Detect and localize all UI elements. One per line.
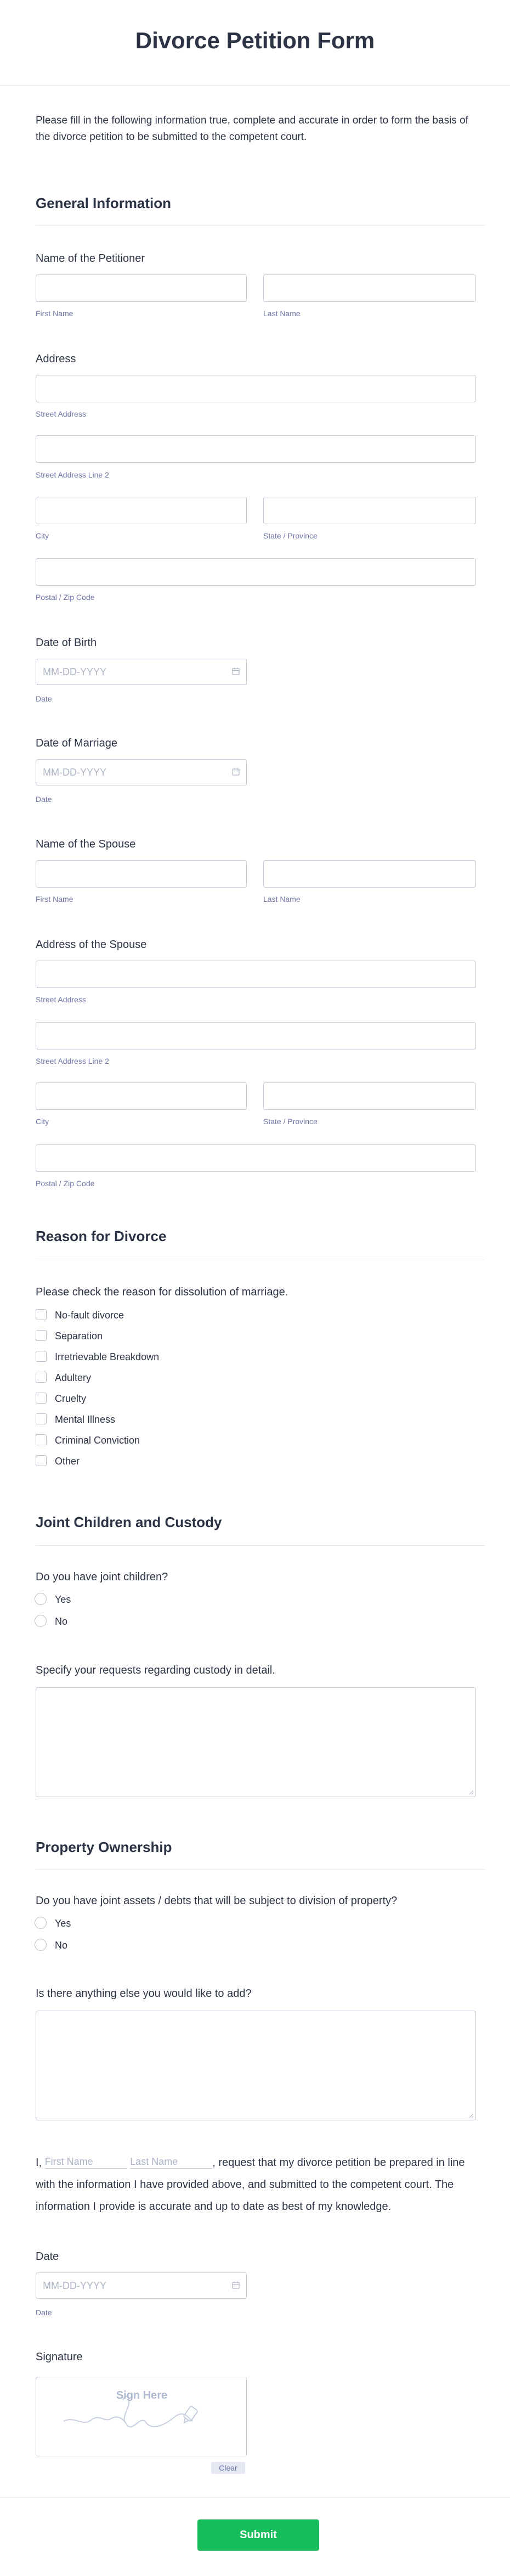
calendar-icon[interactable] (232, 2281, 240, 2289)
spouse-name-label: Name of the Spouse (36, 838, 136, 850)
section-children-heading: Joint Children and Custody (36, 1514, 222, 1530)
radio-property-yes[interactable] (35, 1917, 47, 1929)
final-date-sublabel: Date (36, 2308, 52, 2317)
option-label: Criminal Conviction (55, 1435, 140, 1446)
dob-sublabel: Date (36, 694, 52, 703)
zip-sublabel: Postal / Zip Code (36, 1179, 95, 1188)
street-address-line2-sublabel: Street Address Line 2 (36, 470, 109, 479)
spouse-zip-input[interactable] (36, 1144, 476, 1172)
last-name-sublabel: Last Name (263, 309, 301, 318)
custody-label: Specify your requests regarding custody in detail. (36, 1664, 275, 1676)
option-label: Cruelty (55, 1393, 87, 1404)
radio-label-no: No (55, 1616, 68, 1627)
radio-property-no[interactable] (35, 1939, 47, 1951)
sign-here-text: Sign Here (116, 2389, 168, 2401)
calendar-icon[interactable] (232, 768, 240, 776)
dom-input[interactable] (36, 759, 247, 785)
spouse-street-input[interactable] (36, 961, 476, 988)
street-address-line2-input[interactable] (36, 435, 476, 463)
option-label: No-fault divorce (55, 1310, 124, 1321)
clear-signature-button[interactable]: Clear (211, 2462, 245, 2474)
city-sublabel: City (36, 531, 49, 540)
property-question: Do you have joint assets / debts that will be subject to division of property? (36, 1895, 398, 1907)
dob-placeholder: MM-DD-YYYY (43, 666, 106, 677)
submit-button[interactable]: Submit (197, 2519, 319, 2551)
dom-sublabel: Date (36, 795, 52, 804)
checkbox-adultery[interactable] (36, 1372, 47, 1383)
form-intro: Please fill in the following information true, complete and accurate in order to form the basis of the divorce petition to be submitted to the competent court. (36, 115, 468, 143)
option-label: Irretrievable Breakdown (55, 1351, 160, 1362)
resize-grip-icon[interactable] (468, 2113, 474, 2118)
state-sublabel: State / Province (263, 1117, 318, 1126)
option-label: Adultery (55, 1372, 92, 1383)
street-address-input[interactable] (36, 375, 476, 402)
petitioner-last-name-input[interactable] (263, 274, 476, 302)
calendar-icon[interactable] (232, 667, 240, 675)
first-name-sublabel: First Name (36, 309, 73, 318)
checkbox-irretrievable-breakdown[interactable] (36, 1351, 47, 1362)
agreement-paragraph (36, 2152, 480, 2218)
dob-label: Date of Birth (36, 637, 97, 649)
petitioner-name-label: Name of the Petitioner (36, 252, 145, 265)
checkbox-cruelty[interactable] (36, 1393, 47, 1404)
option-label: Other (55, 1456, 80, 1467)
address-label: Address (36, 353, 76, 365)
signature-pad[interactable] (36, 2377, 247, 2456)
spouse-first-name-input[interactable] (36, 860, 247, 888)
section-reason-heading: Reason for Divorce (36, 1228, 167, 1244)
section-divider (36, 1545, 485, 1546)
checkbox-other[interactable] (36, 1455, 47, 1466)
spouse-state-input[interactable] (263, 1082, 476, 1110)
final-date-input[interactable] (36, 2272, 247, 2299)
section-property-heading: Property Ownership (36, 1839, 172, 1855)
spouse-address-label: Address of the Spouse (36, 939, 147, 951)
agreement-text: , request that my divorce petition be prepared in line with the information I have provided above, and submitted to the competent court. The information I provide is accurate and up to date as best of my knowledge. (36, 2157, 465, 2213)
anything-else-label: Is there anything else you would like to add? (36, 1988, 252, 2000)
spouse-street2-input[interactable] (36, 1022, 476, 1050)
radio-children-no[interactable] (35, 1615, 47, 1627)
agreement-first-name-input[interactable]: First Name (45, 2155, 127, 2169)
checkbox-mental-illness[interactable] (36, 1413, 47, 1424)
dob-input[interactable] (36, 659, 247, 685)
radio-label-yes: Yes (55, 1594, 71, 1605)
signature-label: Signature (36, 2351, 83, 2363)
option-label: Mental Illness (55, 1414, 116, 1425)
option-label: Separation (55, 1331, 103, 1342)
final-date-label: Date (36, 2251, 59, 2263)
section-divider (36, 1869, 485, 1870)
zip-sublabel: Postal / Zip Code (36, 593, 95, 602)
final-date-placeholder: MM-DD-YYYY (43, 2280, 106, 2291)
custody-textarea[interactable] (36, 1687, 476, 1797)
spouse-last-name-input[interactable] (263, 860, 476, 888)
resize-grip-icon[interactable] (468, 1789, 474, 1795)
agreement-prefix: I, (36, 2157, 42, 2169)
radio-children-yes[interactable] (35, 1593, 47, 1605)
first-name-sublabel: First Name (36, 895, 73, 903)
state-input[interactable] (263, 497, 476, 524)
form-title: Divorce Petition Form (135, 27, 375, 53)
street-address-line2-sublabel: Street Address Line 2 (36, 1057, 109, 1065)
street-address-sublabel: Street Address (36, 409, 86, 418)
last-name-sublabel: Last Name (263, 895, 301, 903)
street-address-sublabel: Street Address (36, 995, 86, 1004)
state-sublabel: State / Province (263, 531, 318, 540)
section-general-heading: General Information (36, 195, 172, 211)
dom-label: Date of Marriage (36, 737, 117, 749)
zip-input[interactable] (36, 558, 476, 586)
dom-placeholder: MM-DD-YYYY (43, 767, 106, 778)
agreement-last-name-input[interactable]: Last Name (130, 2155, 212, 2169)
section-divider (36, 225, 485, 226)
reason-question: Please check the reason for dissolution of marriage. (36, 1286, 288, 1298)
children-question: Do you have joint children? (36, 1571, 168, 1583)
city-sublabel: City (36, 1117, 49, 1126)
radio-label-yes: Yes (55, 1918, 71, 1929)
checkbox-separation[interactable] (36, 1330, 47, 1341)
petitioner-first-name-input[interactable] (36, 274, 247, 302)
anything-else-textarea[interactable] (36, 2011, 476, 2120)
checkbox-criminal-conviction[interactable] (36, 1434, 47, 1445)
spouse-city-input[interactable] (36, 1082, 247, 1110)
radio-label-no: No (55, 1940, 68, 1951)
checkbox-no-fault[interactable] (36, 1309, 47, 1320)
city-input[interactable] (36, 497, 247, 524)
